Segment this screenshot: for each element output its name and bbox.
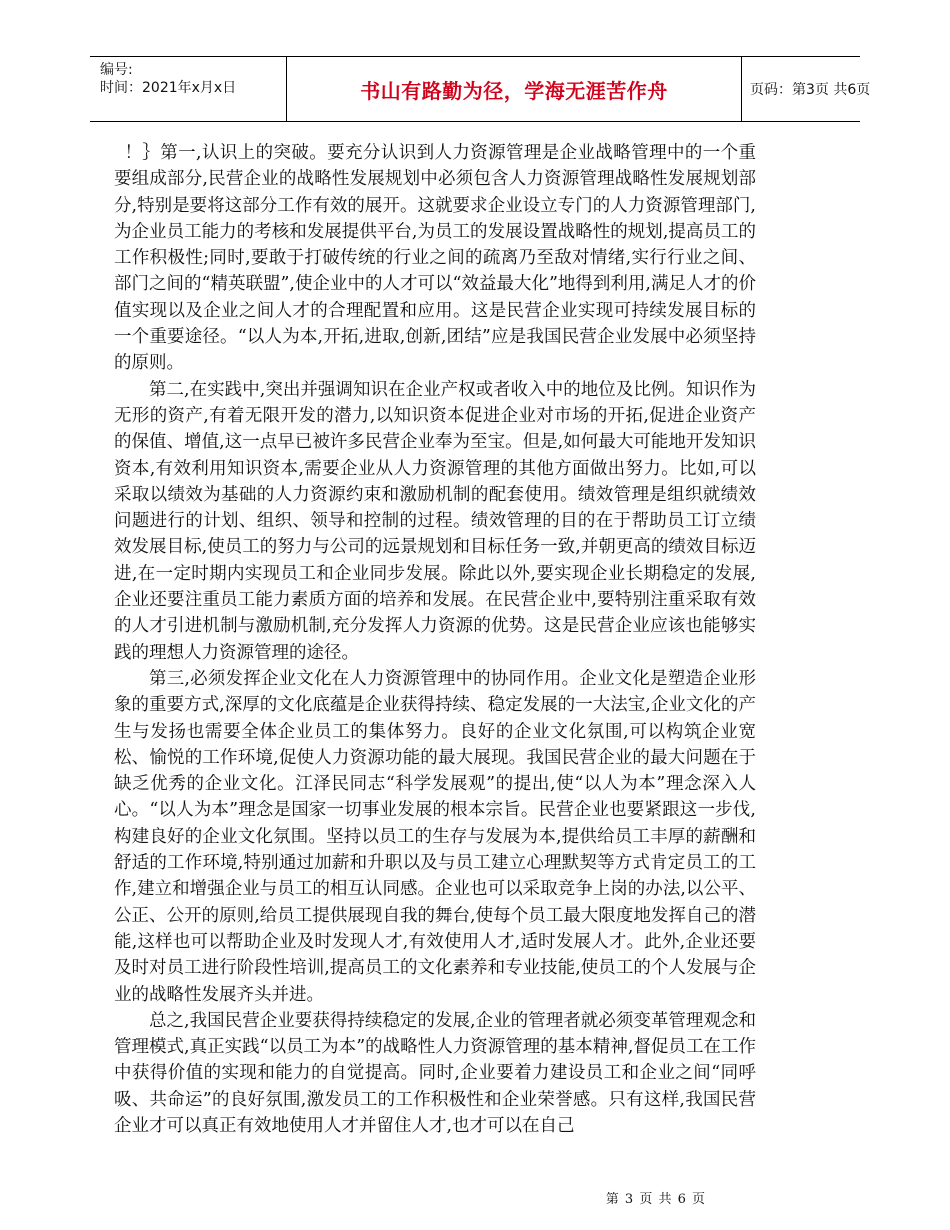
paragraph-1: ！｝第一,认识上的突破。要充分认识到人力资源管理是企业战略管理中的一个重要组成部分,民营企业的战略性发展规划中必须包含人力资源管理战略性发展规划部分,特别是要将这部分工作有效的展开。这就要求企业设立专门的人力资源管理部门,为企业员工能力的考核和发展提供平台,为员工的发展设置战略性的规划,提高员工的工作积极性;同时,要敢于打破传统的行业之间的疏离乃至敌对情绪,实行行业之间、部门之间的“精英联盟”,使企业中的人才可以“效益最大化”地得到利用,满足人才的价值实现以及企业之间人才的合理配置和应用。这是民营企业实现可持续发展目标的一个重要途径。“以人为本,开拓,进取,创新,团结”应是我国民营企业发展中必须坚持的原则。 <box>114 143 756 374</box>
document-code-label: 编号: <box>100 62 133 78</box>
page-header <box>90 56 871 122</box>
paragraph-2: 第二,在实践中,突出并强调知识在企业产权或者收入中的地位及比例。知识作为无形的资产,有着无限开发的潜力,以知识资本促进企业对市场的开拓,促进企业资产的保值、增值,这一点早已被许多民营企业奉为至宝。但是,如何最大可能地开发知识资本,有效利用知识资本,需要企业从人力资源管理的其他方面做出努力。比如,可以采取以绩效为基础的人力资源约束和激励机制的配套使用。绩效管理是组织就绩效问题进行的计划、组织、领导和控制的过程。绩效管理的目的在于帮助员工订立绩效发展目标,使员工的努力与公司的远景规划和目标任务一致,并朝更高的绩效目标迈进,在一定时期内实现员工和企业同步发展。除此以外,要实现企业长期稳定的发展,企业还要注重员工能力素质方面的培养和发展。在民营企业中,要特别注重采取有效的人才引进机制与激励机制,充分发挥人力资源的优势。这是民营企业应该也能够实践的理想人力资源管理的途径。 <box>114 379 756 663</box>
document-body <box>114 140 756 1139</box>
page-footer: 第 3 页 共 6 页 <box>605 1192 706 1207</box>
document-date: 时间：2021年x月x日 <box>100 80 237 96</box>
header-page-info: 页码：第3页 共6页 <box>750 82 871 98</box>
paragraph-4: 总之,我国民营企业要获得持续稳定的发展,企业的管理者就必须变革管理观念和管理模式,真正实践“以员工为本”的战略性人力资源管理的基本精神,督促员工在工作中获得价值的实现和能力的自觉提高。同时,企业要着力建设员工和企业之间“同呼吸、共命运”的良好氛围,激发员工的工作积极性和企业荣誉感。只有这样,我国民营企业才可以真正有效地使用人才并留住人才,也才可以在自己 <box>114 1010 756 1136</box>
header-meta <box>90 57 286 121</box>
header-motto: 书山有路勤为径，学海无涯苦作舟 <box>360 78 668 103</box>
paragraph-3: 第三,必须发挥企业文化在人力资源管理中的协同作用。企业文化是塑造企业形象的重要方式,深厚的文化底蕴是企业获得持续、稳定发展的一大法宝,企业文化的产生与发扬也需要全体企业员工的集体努力。良好的企业文化氛围,可以构筑企业宽松、愉悦的工作环境,促使人力资源功能的最大展现。我国民营企业的最大问题在于缺乏优秀的企业文化。江泽民同志“科学发展观”的提出,使“以人为本”理念深入人心。“以人为本”理念是国家一切事业发展的根本宗旨。民营企业也要紧跟这一步伐,构建良好的企业文化氛围。坚持以员工的生存与发展为本,提供给员工丰厚的薪酬和舒适的工作环境,特别通过加薪和升职以及与员工建立心理默契等方式肯定员工的工作,建立和增强企业与员工的相互认同感。企业也可以采取竞争上岗的办法,以公平、公正、公开的原则,给员工提供展现自我的舞台,使每个员工最大限度地发挥自己的潜能,这样也可以帮助企业及时发现人才,有效使用人才,适时发展人才。此外,企业还要及时对员工进行阶段性培训,提高员工的文化素养和专业技能,使员工的个人发展与企业的战略性发展齐头并进。 <box>114 668 756 1005</box>
